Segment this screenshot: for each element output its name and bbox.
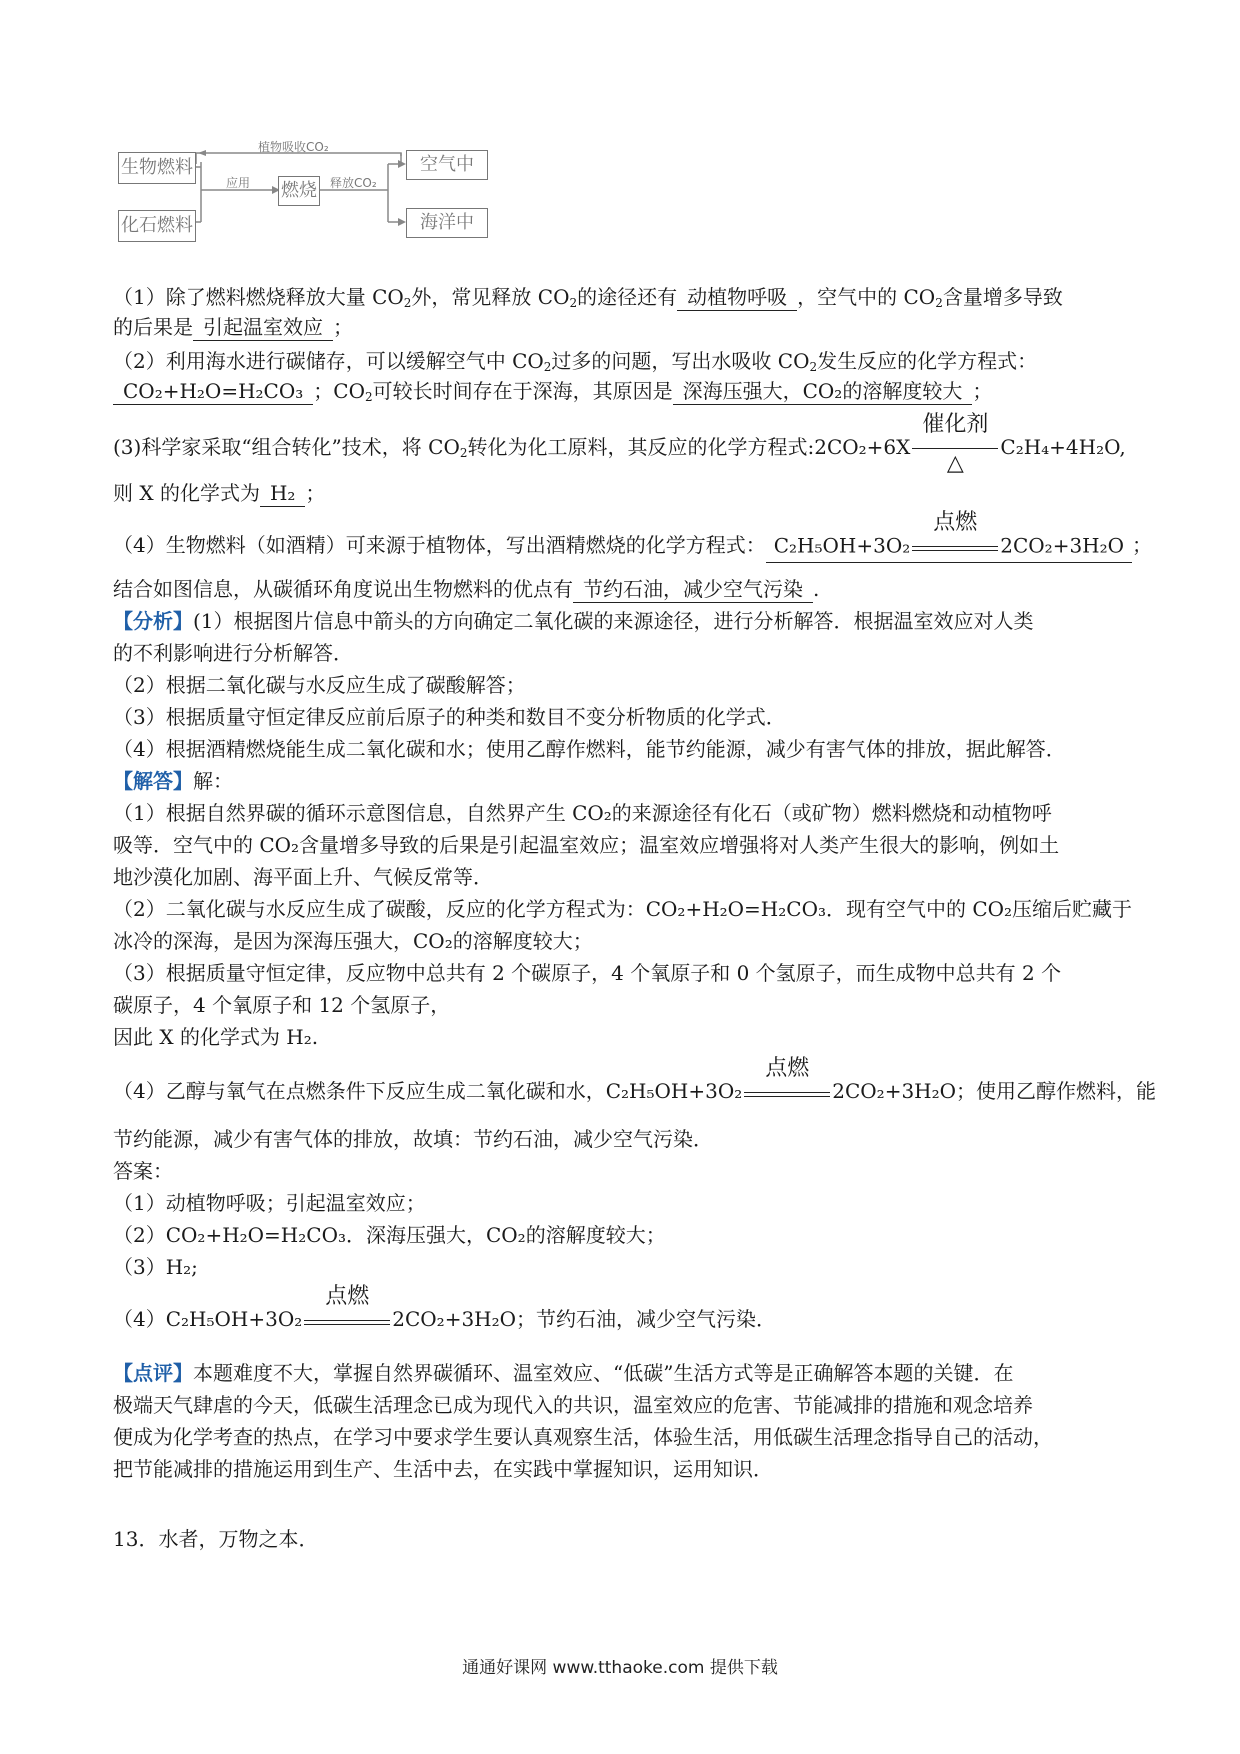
solution-line3: 地沙漠化加剧、海平面上升、气候反常等． bbox=[113, 865, 493, 889]
comment-line4: 把节能减排的措施运用到生产、生活中去，在实践中掌握知识，运用知识． bbox=[113, 1457, 773, 1481]
comment-tag: 【点评】 bbox=[113, 1361, 193, 1385]
analysis-line5: （4）根据酒精燃烧能生成二氧化碳和水；使用乙醇作燃料，能节约能源，减少有害气体的排放，据此解答． bbox=[113, 737, 1066, 761]
q1-line2: 的后果是 引起温室效应 ； bbox=[113, 315, 353, 339]
q4-line2: 结合如图信息，从碳循环角度说出生物燃料的优点有 节约石油，减少空气污染 . bbox=[113, 577, 820, 601]
ignite-condition: 点燃 bbox=[744, 1078, 830, 1108]
box-ocean: 海洋中 bbox=[406, 208, 488, 238]
solution-line4: （2）二氧化碳与水反应生成了碳酸，反应的化学方程式为：CO₂+H₂O=H₂CO₃．现有空气中的 CO₂压缩后贮藏于 bbox=[113, 897, 1133, 921]
solution-line2: 吸等．空气中的 CO₂含量增多导致的后果是引起温室效应；温室效应增强将对人类产生很大的影响，例如土 bbox=[113, 833, 1060, 857]
solution-line7: 碳原子，4 个氧原子和 12 个氢原子， bbox=[113, 993, 451, 1017]
comment-line3: 便成为化学考查的热点，在学习中要求学生要认真观察生活，体验生活，用低碳生活理念指导自己的活动， bbox=[113, 1425, 1053, 1449]
analysis-line4: （3）根据质量守恒定律反应前后原子的种类和数目不变分析物质的化学式． bbox=[113, 705, 786, 729]
catalyst-condition: 催化剂 △ bbox=[912, 434, 998, 464]
carbon-cycle-diagram bbox=[118, 140, 588, 270]
answer-blank: 节约石油，减少空气污染 bbox=[573, 576, 813, 603]
answer-blank: CO₂+H₂O=H₂CO₃ bbox=[113, 378, 313, 405]
analysis-line2: 的不利影响进行分析解答． bbox=[113, 641, 353, 665]
solution-line6: （3）根据质量守恒定律，反应物中总共有 2 个碳原子，4 个氧原子和 0 个氢原子，而生成物中总共有 2 个 bbox=[113, 961, 1062, 985]
box-bio-fuel: 生物燃料 bbox=[118, 152, 196, 184]
q2-line1: （2）利用海水进行碳储存，可以缓解空气中 $CO_2$过多的问题，写出水吸收 $CO_2$发生反应的化学方程式： bbox=[113, 349, 1038, 374]
label-plant-absorb: 植物吸收CO₂ bbox=[258, 140, 329, 154]
box-burning: 燃烧 bbox=[278, 176, 320, 206]
q3-line2: 则 X 的化学式为 H₂ ； bbox=[113, 481, 326, 505]
question-13: 13．水者，万物之本． bbox=[113, 1527, 319, 1551]
solution-line9: （4）乙醇与氧气在点燃条件下反应生成二氧化碳和水，C₂H₅OH+3O₂ 点燃 2CO₂+3H₂O；使用乙醇作燃料，能 bbox=[113, 1076, 1156, 1108]
solution-line10: 节约能源，减少有害气体的排放，故填：节约石油，减少空气污染． bbox=[113, 1127, 713, 1151]
q1-line1: （1）除了燃料燃烧释放大量 $CO_2$外，常见释放 $CO_2$的途径还有 动植物呼吸 ，空气中的 $CO_2$含量增多导致 bbox=[113, 285, 1063, 310]
solution-tag: 【解答】 bbox=[113, 769, 193, 793]
answer-blank: C₂H₅OH+3O₂ 点燃 2CO₂+3H₂O bbox=[766, 532, 1132, 563]
answer-blank: 动植物呼吸 bbox=[677, 284, 797, 311]
q2-line2: CO₂+H₂O=H₂CO₃ ；$CO_2$可较长时间存在于深海，其原因是 深海压强大，CO₂的溶解度较大 ； bbox=[113, 376, 992, 406]
solution-line1: （1）根据自然界碳的循环示意图信息，自然界产生 CO₂的来源途径有化石（或矿物）燃料燃烧和动植物呼 bbox=[113, 801, 1052, 825]
answer-blank: 引起温室效应 bbox=[193, 314, 333, 341]
label-release: 释放CO₂ bbox=[330, 176, 377, 190]
answer-4: （4）C₂H₅OH+3O₂ 点燃 2CO₂+3H₂O；节约石油，减少空气污染． bbox=[113, 1304, 776, 1336]
comment-line1: 【点评】本题难度不大，掌握自然界碳循环、温室效应、“低碳”生活方式等是正确解答本题的关键．在 bbox=[113, 1361, 1014, 1385]
q3-line1: (3)科学家采取“组合转化”技术，将 $CO_2$转化为化工原料，其反应的化学方程式:2CO₂+6X 催化剂 △ C₂H₄+4H₂O, bbox=[113, 411, 1126, 476]
answer-blank: H₂ bbox=[260, 480, 305, 507]
page-footer: 通通好课网 www.tthaoke.com 提供下载 bbox=[462, 1658, 778, 1678]
solution-line8: 因此 X 的化学式为 H₂. bbox=[113, 1025, 319, 1049]
box-fossil-fuel: 化石燃料 bbox=[118, 210, 196, 242]
q4-line1: （4）生物燃料（如酒精）可来源于植物体，写出酒精燃烧的化学方程式： C₂H₅OH+3O₂ 点燃 2CO₂+3H₂O ； bbox=[113, 530, 1152, 563]
solution-line5: 冰冷的深海，是因为深海压强大，CO₂的溶解度较大； bbox=[113, 929, 593, 953]
answer-blank: 深海压强大，CO₂的溶解度较大 bbox=[673, 378, 973, 405]
analysis-line1: 【分析】(1）根据图片信息中箭头的方向确定二氧化碳的来源途径，进行分析解答．根据温室效应对人类 bbox=[113, 609, 1034, 633]
label-apply: 应用 bbox=[226, 176, 251, 190]
answer-heading: 答案： bbox=[113, 1159, 173, 1183]
answer-1: （1）动植物呼吸；引起温室效应； bbox=[113, 1191, 426, 1215]
box-air: 空气中 bbox=[406, 150, 488, 180]
ignite-condition: 点燃 bbox=[912, 532, 998, 562]
analysis-line3: （2）根据二氧化碳与水反应生成了碳酸解答； bbox=[113, 673, 526, 697]
analysis-tag: 【分析】 bbox=[113, 609, 193, 633]
answer-2: （2）CO₂+H₂O=H₂CO₃．深海压强大，CO₂的溶解度较大； bbox=[113, 1223, 666, 1247]
ignite-condition: 点燃 bbox=[304, 1306, 390, 1336]
solution-line0: 【解答】解： bbox=[113, 769, 233, 793]
comment-line2: 极端天气肆虐的今天，低碳生活理念已成为现代入的共识，温室效应的危害、节能减排的措施和观念培养 bbox=[113, 1393, 1033, 1417]
answer-3: （3）H₂; bbox=[113, 1255, 198, 1279]
